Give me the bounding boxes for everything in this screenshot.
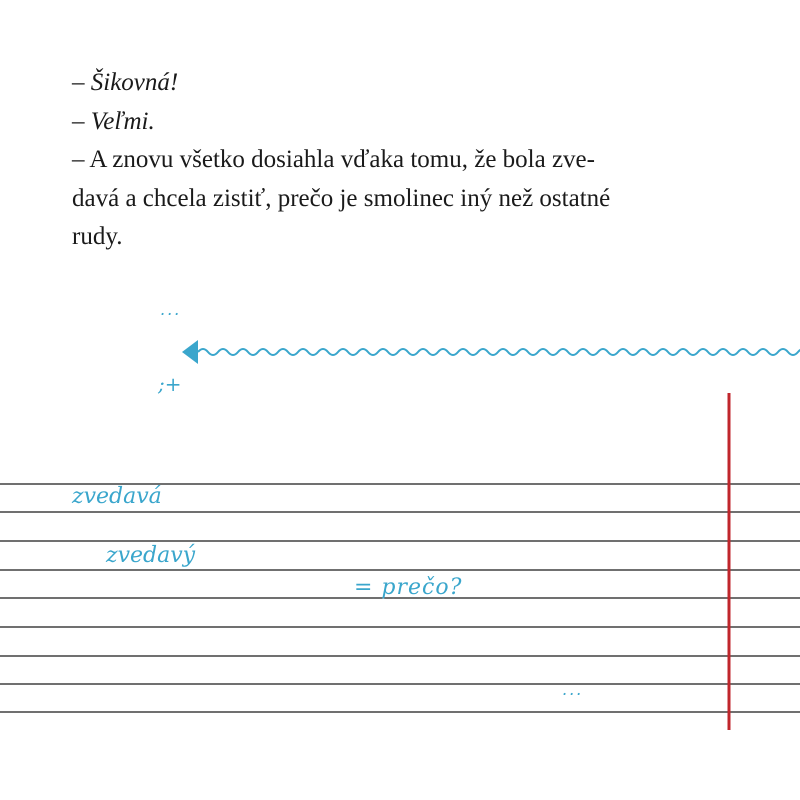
dialog-line-2-italic: Veľmi. [90, 107, 155, 135]
handwritten-word-zvedava: zvedavá [72, 484, 162, 509]
handwritten-word-zvedavy: zvedavý [106, 543, 196, 568]
handwritten-question-preco: = prečo? [354, 575, 463, 600]
semicolon-plus-note: ;+ [158, 372, 182, 396]
arrow-head [182, 340, 198, 364]
ellipsis-top: ... [160, 300, 182, 319]
dialog-line-1: – Šikovná! [72, 69, 179, 96]
dialog-line-2: – Veľmi. [72, 107, 155, 135]
wavy-arrow-line [198, 349, 800, 355]
dialog-line-4: davá a chcela zistiť, prečo je smolinec iný než ostatné [72, 184, 611, 212]
ellipsis-bottom: ... [562, 680, 584, 699]
dialog-line-1-italic: Šikovná! [90, 69, 179, 96]
dialog-line-3: – A znovu všetko dosiahla vďaka tomu, že bola zve- [72, 146, 595, 173]
dialog-line-5: rudy. [72, 223, 123, 250]
